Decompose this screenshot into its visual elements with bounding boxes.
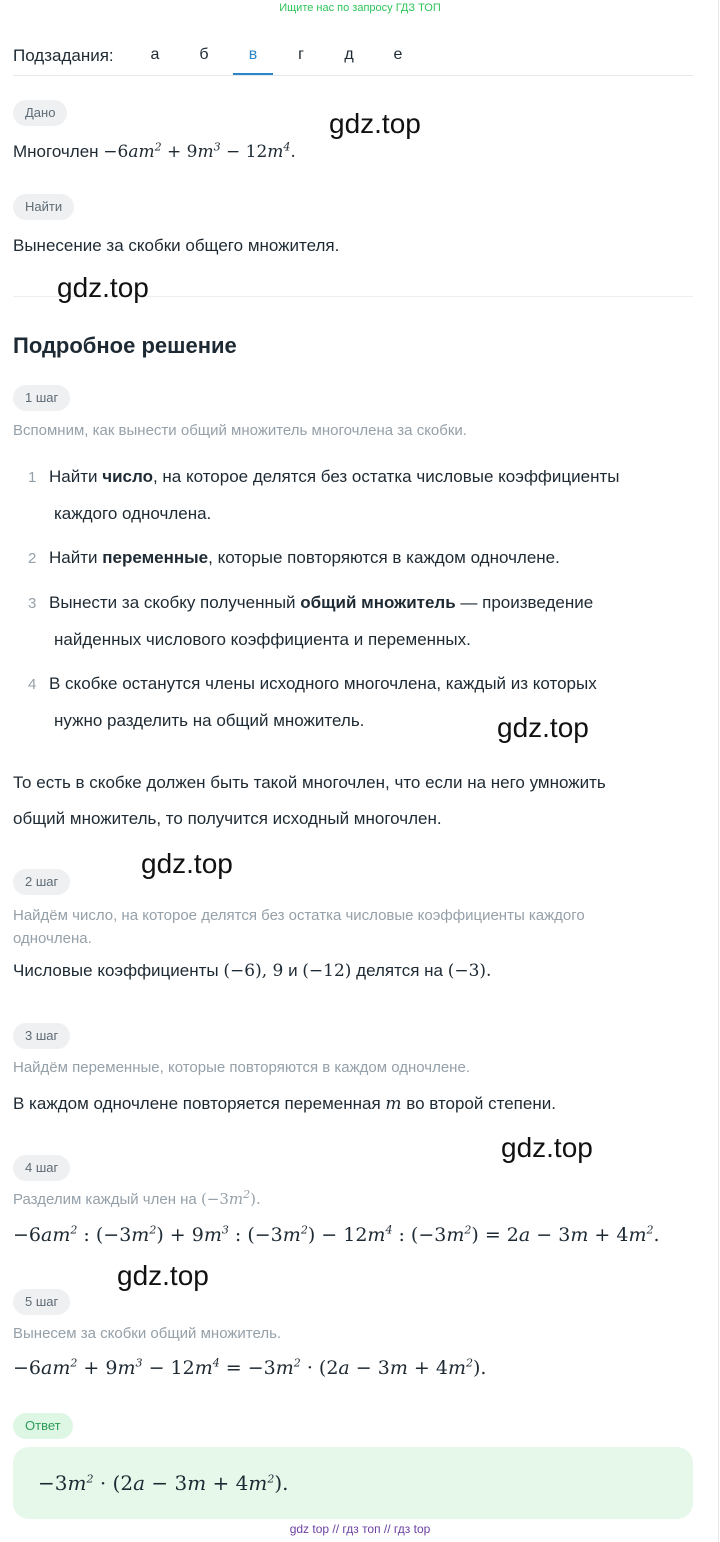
item-text: В скобке останутся члены исходного многочлена, каждый из которых: [49, 674, 597, 693]
subtasks-label: Подзадания:: [13, 46, 114, 65]
step1-conclusion-line2: общий множитель, то получится исходный многочлен.: [13, 809, 442, 828]
step1-item-4: [28, 666, 688, 739]
watermark: gdz.top: [141, 848, 233, 879]
find-badge: Найти: [13, 194, 74, 220]
step1-item-3: [28, 585, 688, 658]
step3-hint: Найдём переменные, которые повторяются в каждом одночлене.: [13, 1059, 470, 1076]
step5-hint: Вынесем за скобки общий множитель.: [13, 1325, 282, 1342]
step2-text: [13, 961, 491, 981]
step1-hint: Вспомним, как вынести общий множитель многочлена за скобки.: [13, 422, 467, 439]
watermark: gdz.top: [501, 1132, 593, 1163]
item-continuation: найденных числового коэффициента и переменных.: [54, 630, 471, 649]
item-text: , которые повторяются в каждом одночлене.: [208, 548, 560, 567]
find-text: Вынесение за скобки общего множителя.: [13, 236, 340, 255]
item-continuation: каждого одночлена.: [54, 504, 212, 523]
step3-text-part: во второй степени.: [406, 1094, 556, 1113]
watermark: gdz.top: [117, 1260, 209, 1291]
step1-item-1: [28, 459, 688, 532]
search-banner: Ищите нас по запросу ГДЗ ТОП: [279, 2, 441, 14]
item-continuation: нужно разделить на общий множитель.: [54, 711, 365, 730]
step2-hint: Найдём число, на которое делятся без остатка числовые коэффициенты каждого одночлена.: [13, 907, 585, 947]
step3-text: [13, 1094, 556, 1114]
item-number: 3: [28, 595, 37, 612]
item-bold: общий множитель: [300, 593, 456, 612]
tab-d[interactable]: д: [344, 46, 354, 63]
answer-box: [13, 1447, 693, 1519]
watermark: gdz.top: [57, 272, 149, 303]
watermark: gdz.top: [329, 108, 421, 139]
step2-divisor: (−3).: [447, 961, 492, 981]
item-number: 2: [28, 550, 37, 567]
step4-hint: [13, 1190, 261, 1208]
subtasks-bar: [13, 42, 693, 76]
step5-badge: 5 шаг: [13, 1289, 70, 1315]
item-text: , на которое делятся без остатка числовые коэффициенты: [152, 467, 620, 486]
step2-coefficient-12: (−12): [302, 961, 352, 981]
given-formula: $-6am^2 + 9m^3 - 12m^4$.: [103, 140, 296, 162]
step4-division-formula: $-6am^2$ : $(-3m^2) + 9m^3$ : $(-3m^2) - 12m^4$ : $(-3m^2) = 2a - 3m + 4m^2$.: [13, 1223, 660, 1246]
tab-b[interactable]: б: [199, 46, 209, 63]
step4-badge: 4 шаг: [13, 1155, 70, 1181]
step2-text-part: Числовые коэффициенты: [13, 961, 219, 980]
step2-coefficients: (−6), 9: [223, 961, 284, 981]
answer-badge: Ответ: [13, 1413, 73, 1439]
item-number: 4: [28, 676, 37, 693]
item-number: 1: [28, 469, 37, 486]
given-polynomial: [13, 142, 296, 162]
step5-formula: $-6am^2 + 9m^3 - 12m^4 = -3m^2 \cdot (2a - 3m + 4m^2)$.: [13, 1356, 487, 1379]
step1-item-2: [28, 540, 688, 577]
item-text: Вынести за скобку полученный: [49, 593, 301, 612]
tab-e[interactable]: е: [393, 46, 403, 63]
step4-hint-text: Разделим каждый член на: [13, 1191, 197, 1208]
step1-badge: 1 шаг: [13, 385, 70, 411]
item-bold: число: [102, 467, 153, 486]
step2-badge: 2 шаг: [13, 869, 70, 895]
given-badge: Дано: [13, 100, 67, 126]
solution-title: Подробное решение: [13, 333, 237, 358]
step3-variable: m: [385, 1094, 402, 1114]
tab-a[interactable]: а: [150, 46, 160, 63]
step4-hint-formula: $(-3m^2)$.: [200, 1188, 261, 1208]
step3-badge: 3 шаг: [13, 1023, 70, 1049]
item-text: Найти: [49, 548, 103, 567]
tab-v[interactable]: в: [233, 46, 273, 75]
page-right-border: [718, 0, 719, 1542]
item-text: — произведение: [455, 593, 594, 612]
tab-g[interactable]: г: [298, 46, 304, 63]
step2-text-and: и: [288, 961, 298, 980]
footer-links: gdz top // гдз топ // гдз top: [289, 1522, 431, 1536]
item-text: Найти: [49, 467, 103, 486]
step2-text-part: делятся на: [356, 961, 443, 980]
step1-conclusion-line1: То есть в скобке должен быть такой многочлен, что если на него умножить: [13, 773, 606, 792]
watermark: gdz.top: [497, 712, 589, 743]
step3-text-part: В каждом одночлене повторяется переменная: [13, 1094, 381, 1113]
item-bold: переменные: [102, 548, 209, 567]
answer-formula: $-3m^2 \cdot (2a - 3m + 4m^2)$.: [38, 1471, 289, 1495]
given-prefix: Многочлен: [13, 142, 99, 161]
